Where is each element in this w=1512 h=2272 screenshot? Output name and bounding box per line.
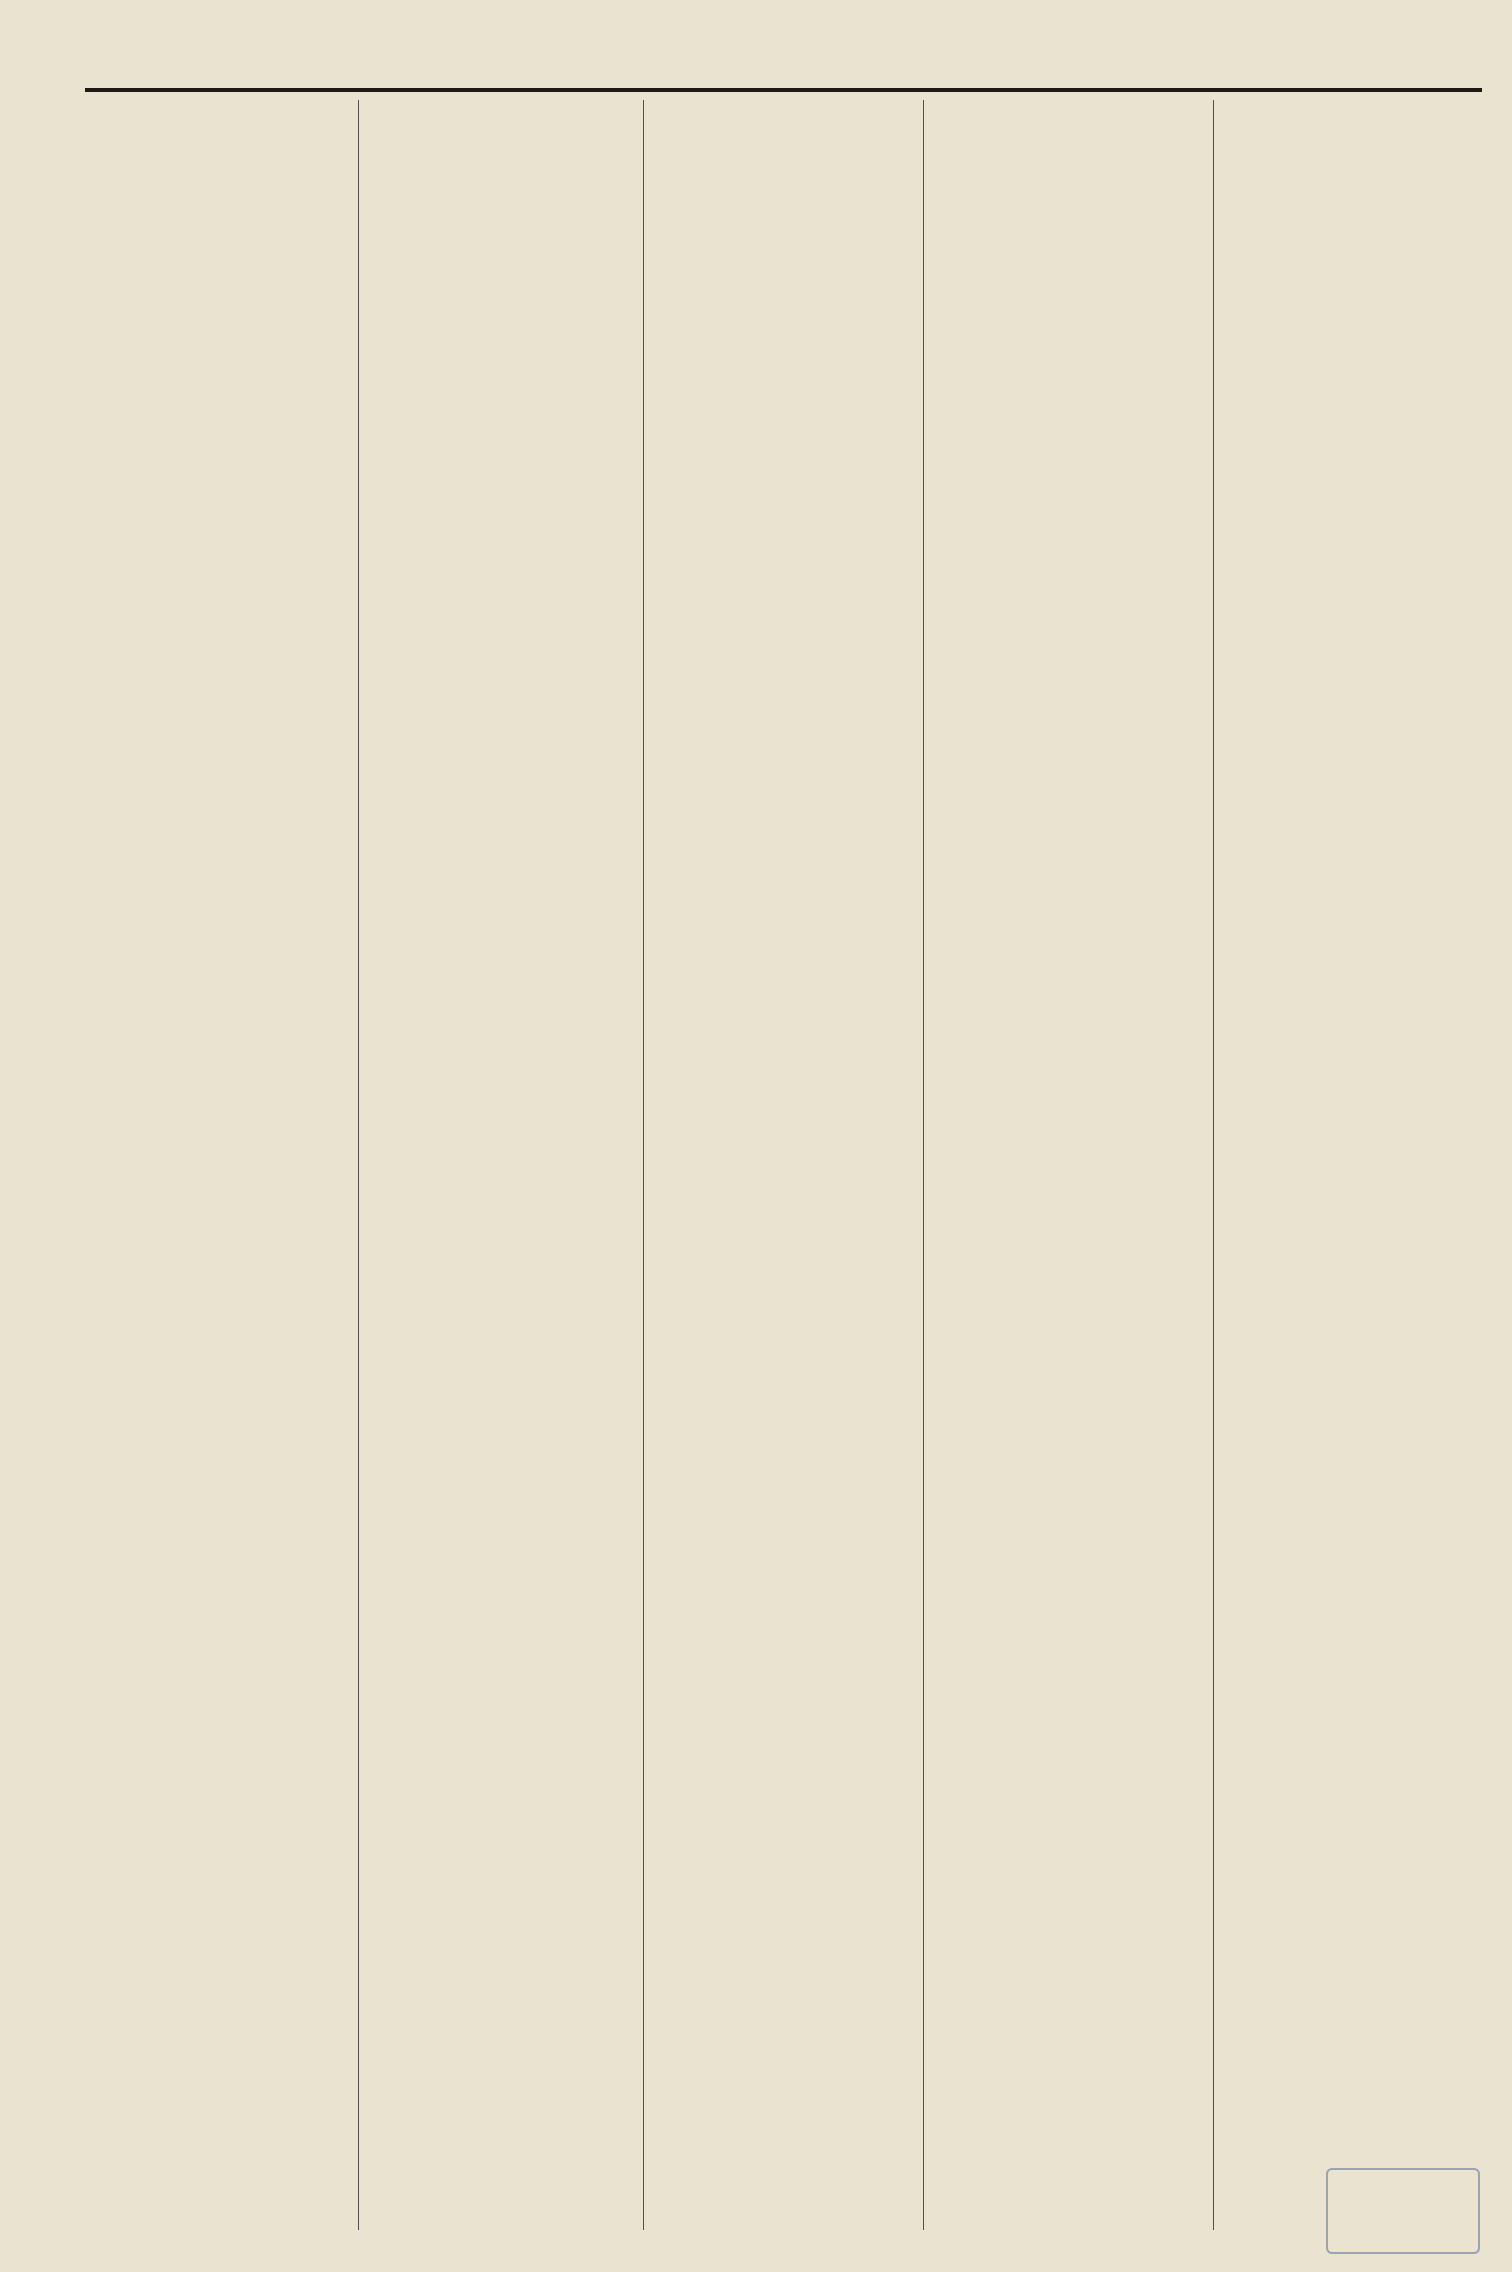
column-2	[365, 100, 637, 2260]
column-divider	[643, 100, 644, 2230]
column-divider	[358, 100, 359, 2230]
column-4	[930, 100, 1206, 2260]
header-rule	[85, 88, 1482, 92]
column-3	[650, 100, 916, 2260]
column-divider	[923, 100, 924, 2230]
column-divider	[1213, 100, 1214, 2230]
masthead-bar	[85, 30, 1482, 98]
archive-stamp	[1326, 2168, 1480, 2254]
column-5	[1220, 100, 1490, 2260]
column-1	[92, 100, 352, 2260]
